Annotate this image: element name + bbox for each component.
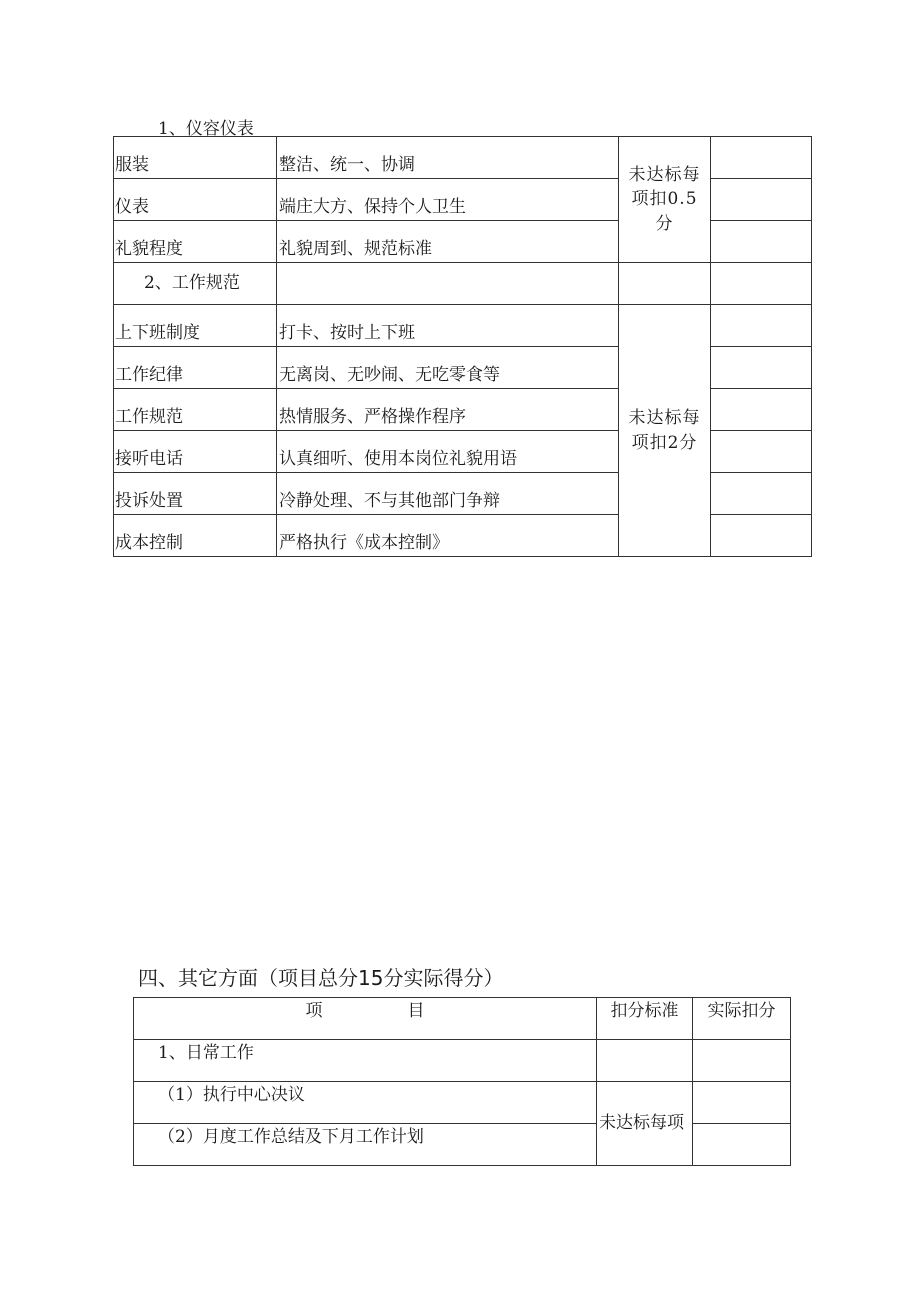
actual-deduction-cell (711, 347, 812, 389)
standard-cell: 打卡、按时上下班 (277, 305, 619, 347)
standard-cell: 冷静处理、不与其他部门争辩 (277, 473, 619, 515)
actual-deduction-cell (711, 515, 812, 557)
standard-cell: 热情服务、严格操作程序 (277, 389, 619, 431)
header-actual: 实际扣分 (693, 998, 791, 1040)
actual-deduction-cell (711, 179, 812, 221)
actual-deduction-cell (711, 389, 812, 431)
part-4-heading: 四、其它方面（项目总分15分实际得分） (138, 966, 504, 990)
deduction-cell: 未达标每项 (597, 1082, 693, 1166)
item-cell: 仪表 (114, 179, 277, 221)
item-cell: 上下班制度 (114, 305, 277, 347)
other-aspects-table (133, 997, 791, 1166)
item-cell: 工作纪律 (114, 347, 277, 389)
deduction-cell: 未达标每项扣2分 (619, 305, 711, 557)
table-row (114, 137, 812, 179)
empty-cell (693, 1040, 791, 1082)
item-cell: 礼貌程度 (114, 221, 277, 263)
item-cell: 投诉处置 (114, 473, 277, 515)
header-item: 项 目 (134, 998, 597, 1040)
table-row (114, 263, 812, 305)
empty-cell (619, 263, 711, 305)
section-1-title: 1、仪容仪表 (158, 119, 254, 139)
standard-cell: 无离岗、无吵闹、无吃零食等 (277, 347, 619, 389)
actual-deduction-cell (693, 1124, 791, 1166)
item-cell: 接听电话 (114, 431, 277, 473)
item-cell: （2）月度工作总结及下月工作计划 (134, 1124, 597, 1166)
empty-cell (277, 263, 619, 305)
header-standard: 扣分标准 (597, 998, 693, 1040)
subsection-title: 1、日常工作 (134, 1040, 597, 1082)
empty-cell (597, 1040, 693, 1082)
item-cell: 工作规范 (114, 389, 277, 431)
table-row (134, 1040, 791, 1082)
standard-cell: 端庄大方、保持个人卫生 (277, 179, 619, 221)
standard-cell: 严格执行《成本控制》 (277, 515, 619, 557)
item-cell: （1）执行中心决议 (134, 1082, 597, 1124)
appearance-work-standards-table (113, 136, 812, 557)
table-header-row (134, 998, 791, 1040)
actual-deduction-cell (711, 221, 812, 263)
table-row (134, 1124, 791, 1166)
deduction-cell: 未达标每项扣0.5分 (619, 137, 711, 263)
standard-cell: 礼貌周到、规范标准 (277, 221, 619, 263)
actual-deduction-cell (693, 1082, 791, 1124)
table-row (134, 1082, 791, 1124)
standard-cell: 认真细听、使用本岗位礼貌用语 (277, 431, 619, 473)
section-2-title: 2、工作规范 (114, 263, 277, 305)
empty-cell (711, 263, 812, 305)
standard-cell: 整洁、统一、协调 (277, 137, 619, 179)
actual-deduction-cell (711, 137, 812, 179)
item-cell: 成本控制 (114, 515, 277, 557)
item-cell: 服装 (114, 137, 277, 179)
actual-deduction-cell (711, 431, 812, 473)
table-row (114, 305, 812, 347)
actual-deduction-cell (711, 305, 812, 347)
actual-deduction-cell (711, 473, 812, 515)
